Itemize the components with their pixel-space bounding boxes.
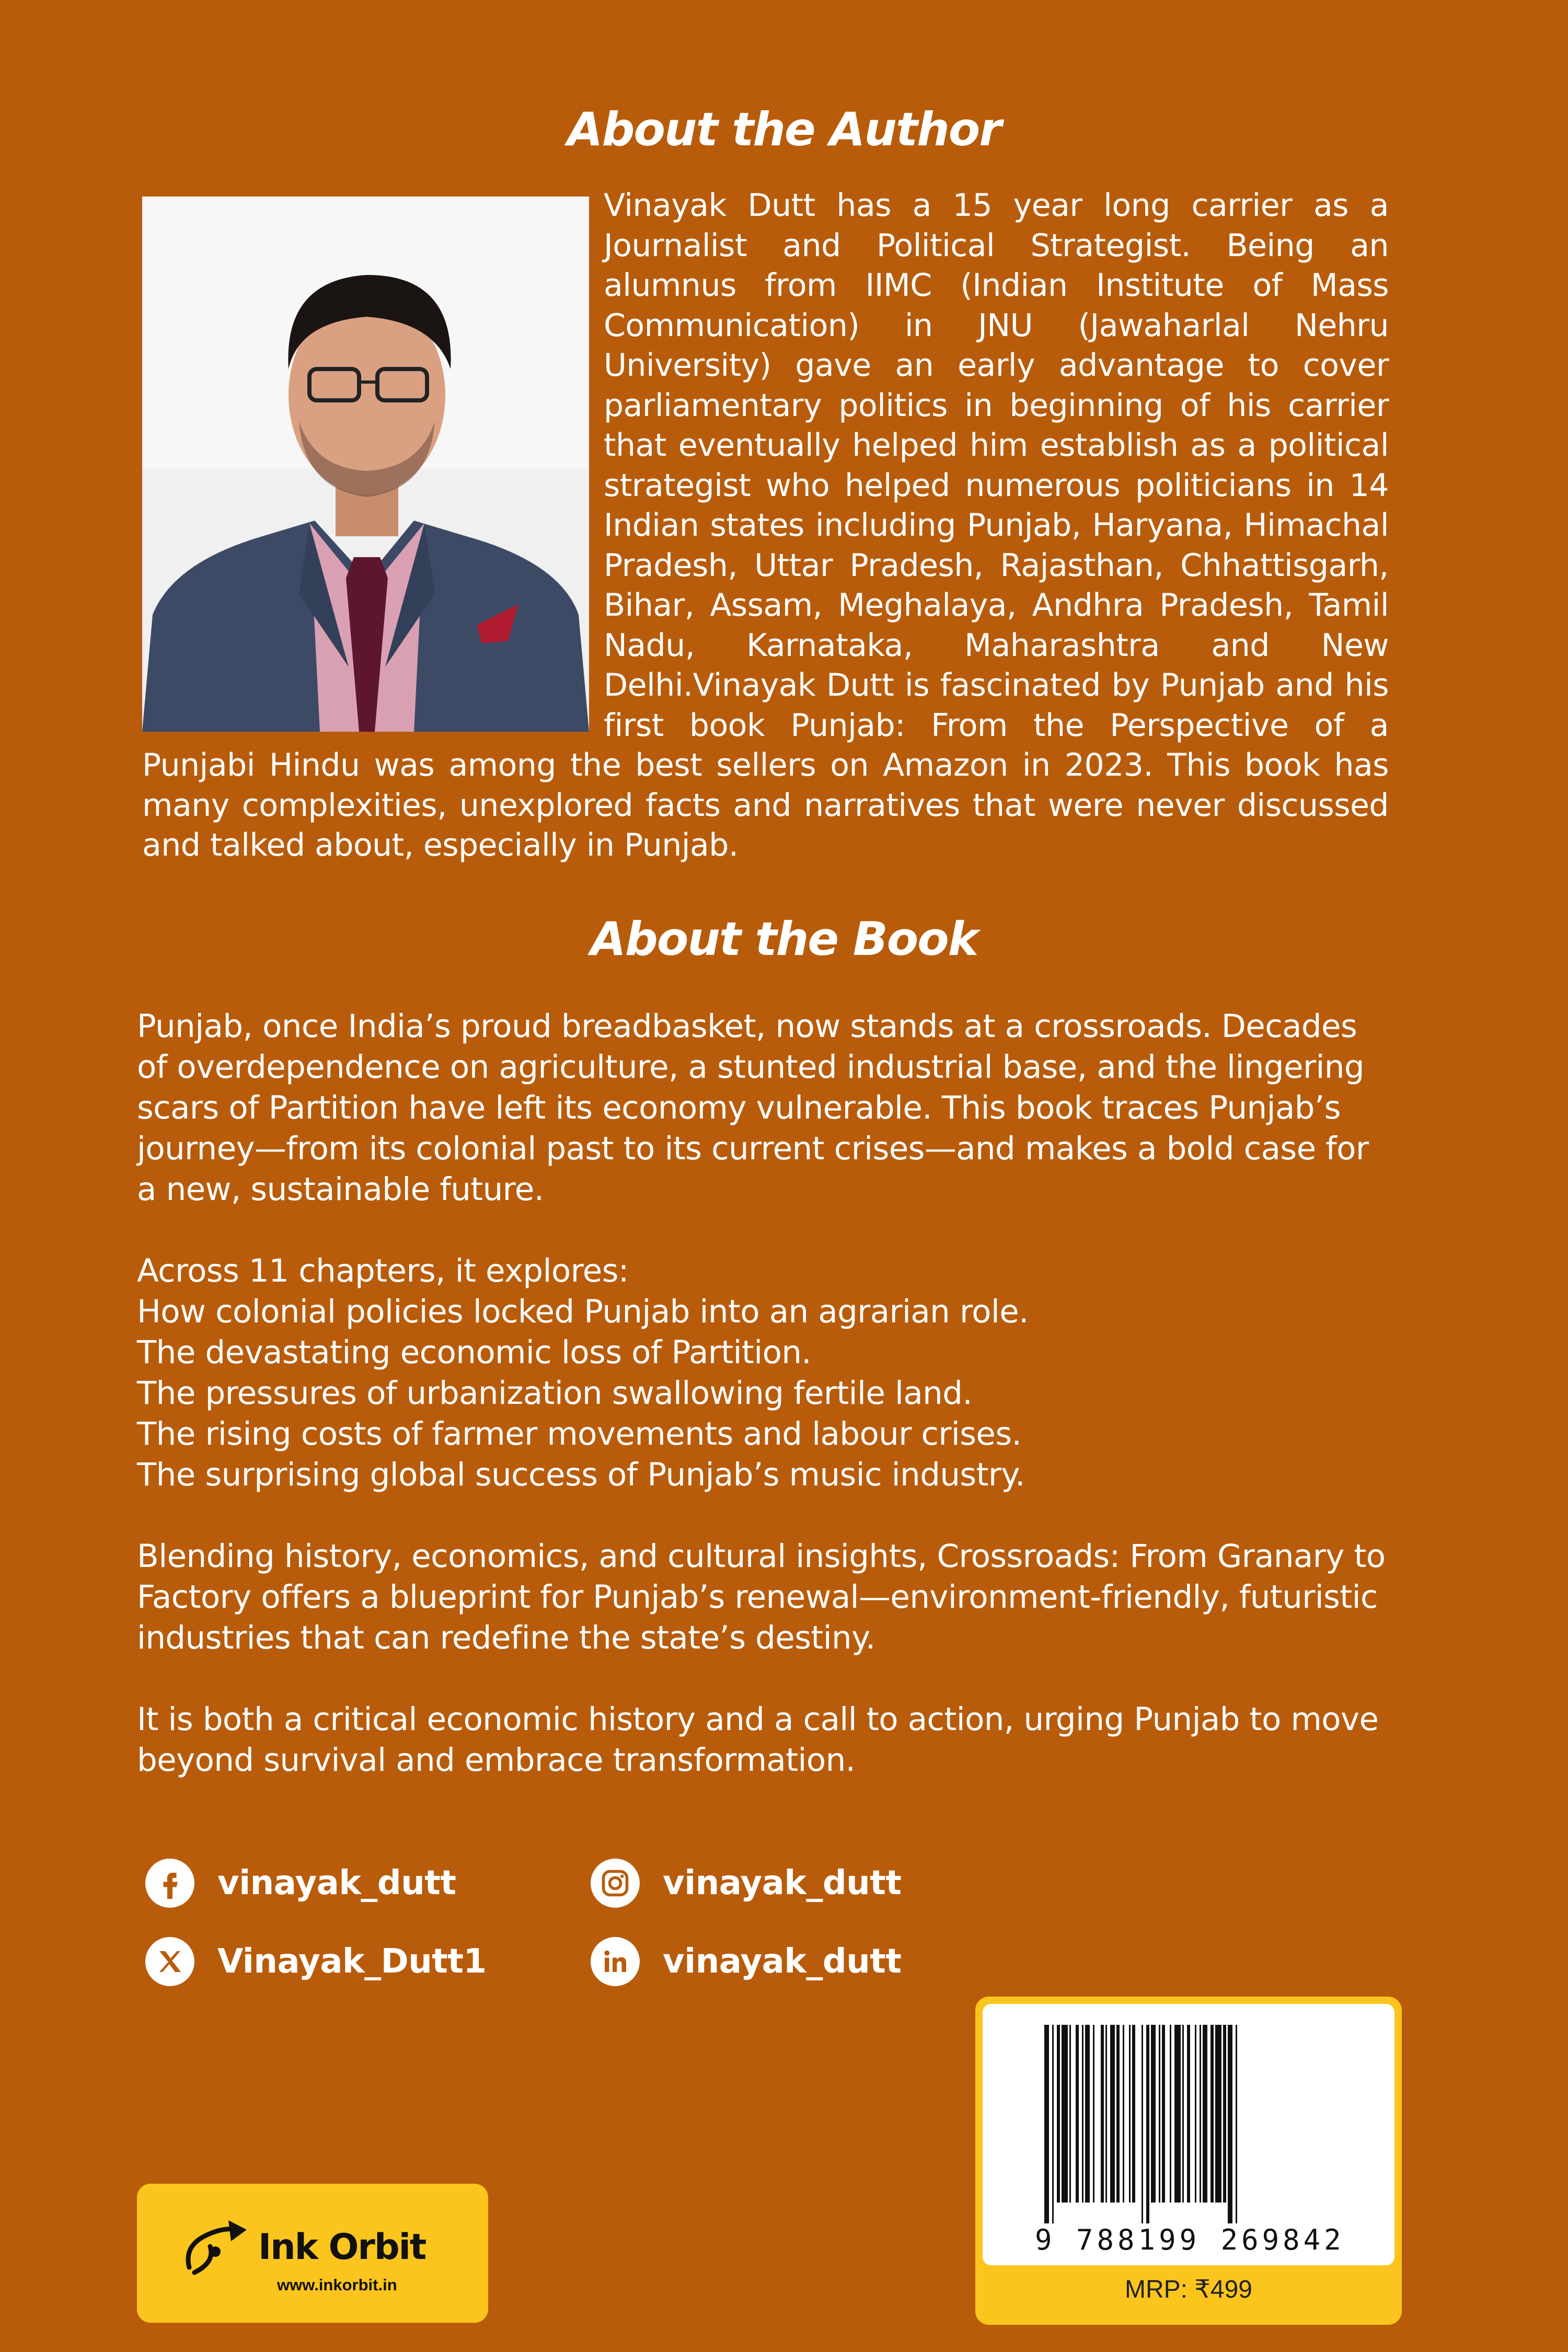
barcode — [983, 2004, 1394, 2265]
barcode-bar — [1182, 2025, 1184, 2203]
x-handle: Vinayak_Dutt1 — [217, 1942, 487, 1981]
barcode-bar — [1105, 2025, 1107, 2203]
barcode-bar — [1228, 2025, 1232, 2223]
barcode-bar — [1044, 2025, 1049, 2223]
chapter-item: The rising costs of farmer movements and labour crises. — [137, 1415, 1022, 1452]
barcode-bar — [1069, 2025, 1071, 2203]
author-bio-text: Vinayak Dutt has a 15 year long carrier as a Journalist and Political Strategist. Being an alumnus from IIMC (Indian Institute of Mass Communication) in JNU (Jawaharlal Nehru University) gave an early advantage to cover parliamentary politics in beginning of his carrier that eventually helped him establish as a political strategist who helped numerous politicians in 14 Indian states including Punjab, Haryana, Himachal Pradesh, Uttar Pradesh, Rajasthan, Chhattisgarh, Bihar, Assam, Meghalaya, Andhra Pradesh, Tamil Nadu, Karnataka, Maharashtra and New Delhi.Vinayak Dutt is fascinated by Punjab and his first book Punjab: From the Perspective of a Punjabi Hindu was among the best sellers on Amazon in 2023. This book has many complexities, unexplored facts and narratives that were never discussed and talked about, especially in Punjab. — [142, 187, 1389, 863]
barcode-bar — [1082, 2025, 1083, 2203]
book-paragraph-3: Blending history, economics, and cultural insights, Crossroads: From Granary to Factory offers a blueprint for Punjab’s renewal—environment-friendly, futuristic industries that can redefine the state’s destiny. — [137, 1538, 1386, 1656]
ink-orbit-logo — [179, 2215, 252, 2283]
barcode-bar — [1142, 2025, 1143, 2223]
facebook-handle: vinayak_dutt — [217, 1864, 456, 1903]
chapter-intro: Across 11 chapters, it explores: — [137, 1252, 629, 1289]
isbn-digits: 9 788199 269842 — [1035, 2223, 1345, 2256]
barcode-bar — [1162, 2025, 1165, 2203]
instagram-handle: vinayak_dutt — [663, 1864, 902, 1903]
linkedin-icon — [591, 1937, 640, 1986]
barcode-bar — [1195, 2025, 1196, 2203]
barcode-bar — [1110, 2025, 1115, 2203]
mrp-price: MRP: ₹499 — [1125, 2276, 1252, 2303]
book-description — [137, 1006, 1391, 1821]
barcode-bar — [1223, 2025, 1226, 2203]
barcode-bar — [1200, 2025, 1201, 2203]
barcode-bar — [1170, 2025, 1171, 2203]
barcode-bar — [1132, 2025, 1135, 2203]
barcode-bar — [1159, 2025, 1160, 2203]
facebook-icon — [145, 1859, 194, 1908]
barcode-bar — [1093, 2025, 1094, 2203]
barcode-bar — [1174, 2025, 1181, 2203]
barcode-bar — [1101, 2025, 1104, 2203]
chapter-item: The pressures of urbanization swallowing fertile land. — [137, 1375, 973, 1412]
book-paragraph-4: It is both a critical economic history and a call to action, urging Punjab to move beyond survival and embrace transformation. — [137, 1701, 1379, 1779]
social-instagram[interactable] — [591, 1859, 901, 1908]
barcode-bar — [1057, 2025, 1060, 2203]
chapter-item: The devastating economic loss of Partition. — [137, 1334, 812, 1371]
barcode-bar — [1236, 2025, 1237, 2223]
social-linkedin[interactable] — [591, 1937, 901, 1986]
barcode-bar — [1123, 2025, 1124, 2203]
book-heading: About the Book — [590, 912, 978, 966]
social-facebook[interactable] — [145, 1859, 456, 1908]
publisher-name: Ink Orbit — [258, 2227, 426, 2268]
publisher-url: www.inkorbit.in — [277, 2276, 397, 2294]
x-icon — [145, 1937, 194, 1986]
barcode-bar — [1062, 2025, 1068, 2203]
barcode-bar — [1215, 2025, 1221, 2203]
social-x[interactable] — [145, 1937, 487, 1986]
barcode-bar — [1210, 2025, 1214, 2203]
barcode-bar — [1085, 2025, 1090, 2203]
publisher-logo-panel — [137, 2184, 488, 2323]
linkedin-handle: vinayak_dutt — [663, 1942, 902, 1981]
barcode-bar — [1203, 2025, 1207, 2203]
chapter-item: The surprising global success of Punjab’s music industry. — [137, 1456, 1025, 1493]
chapter-item: How colonial policies locked Punjab into an agrarian role. — [137, 1293, 1029, 1330]
barcode-bar — [1146, 2025, 1149, 2223]
instagram-icon — [591, 1859, 640, 1908]
author-heading: About the Author — [567, 102, 1001, 156]
barcode-bar — [1052, 2025, 1054, 2223]
barcode-bar — [1076, 2025, 1079, 2203]
author-bio — [142, 186, 1389, 866]
barcode-panel — [975, 1997, 1402, 2325]
chapter-list — [137, 1251, 1391, 1495]
book-paragraph-1: Punjab, once India’s proud breadbasket, now stands at a crossroads. Decades of overdependence on agriculture, a stunted industrial base, and the lingering scars of Partition have left its economy vulnerable. This book traces Punjab’s journey—from its colonial past to its current crises—and makes a bold case for a new, sustainable future. — [137, 1008, 1369, 1208]
barcode-bar — [1151, 2025, 1156, 2203]
barcode-bar — [1129, 2025, 1131, 2203]
barcode-bars — [1044, 2025, 1337, 2223]
barcode-bar — [1116, 2025, 1120, 2203]
barcode-bar — [1187, 2025, 1190, 2203]
